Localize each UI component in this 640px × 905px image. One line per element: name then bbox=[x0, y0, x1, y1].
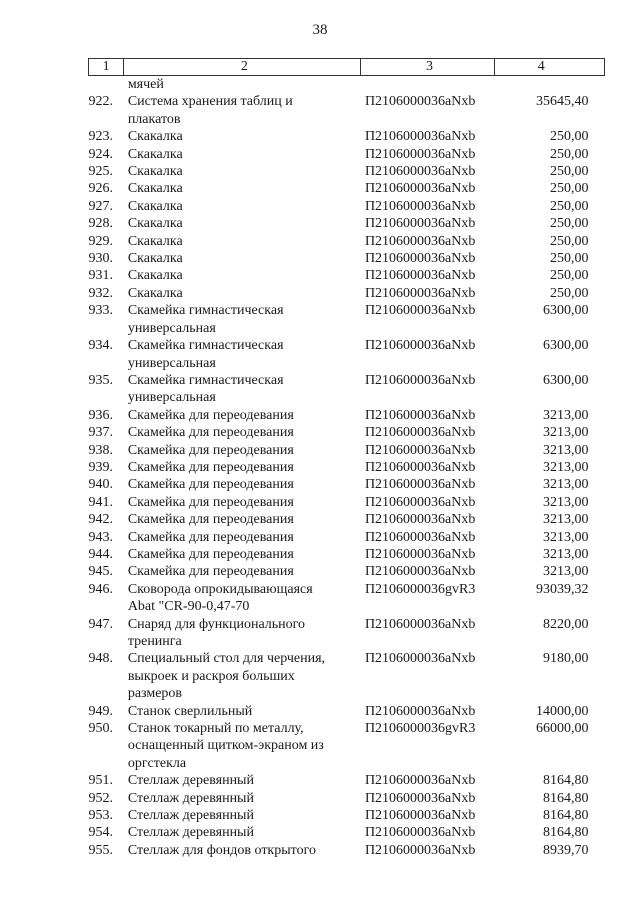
row-number: 945. bbox=[88, 564, 113, 580]
item-name bbox=[124, 824, 361, 841]
table-row bbox=[89, 76, 605, 94]
item-name bbox=[124, 772, 361, 789]
item-value: 250,00 bbox=[550, 251, 589, 267]
item-code: П2106000036aNxb bbox=[364, 303, 476, 319]
item-name bbox=[124, 494, 361, 511]
item-name bbox=[124, 790, 361, 807]
table-row bbox=[89, 842, 605, 859]
table-row bbox=[89, 720, 605, 772]
table-row bbox=[89, 494, 605, 511]
item-name-line: оргстекла bbox=[127, 755, 187, 771]
item-code: П2106000036aNxb bbox=[364, 546, 476, 562]
item-name bbox=[124, 459, 361, 476]
item-value: 3213,00 bbox=[543, 512, 589, 528]
row-number: 926. bbox=[88, 181, 113, 197]
table-row bbox=[89, 285, 605, 302]
item-name-line: Стеллаж деревянный bbox=[127, 808, 254, 824]
table-row bbox=[89, 128, 605, 145]
item-value: 250,00 bbox=[550, 181, 589, 197]
header-col-3: 3 bbox=[361, 59, 494, 76]
row-number: 950. bbox=[88, 721, 113, 737]
item-name-line: универсальная bbox=[127, 390, 216, 406]
item-name bbox=[124, 650, 361, 702]
item-value: 3213,00 bbox=[543, 442, 589, 458]
item-name-line: Скакалка bbox=[127, 268, 183, 284]
item-value: 8164,80 bbox=[543, 773, 589, 789]
table-row bbox=[89, 372, 605, 407]
table-row bbox=[89, 163, 605, 180]
row-number: 949. bbox=[88, 703, 113, 719]
item-code: П2106000036aNxb bbox=[364, 651, 476, 667]
item-code: П2106000036aNxb bbox=[364, 825, 476, 841]
item-value: 9180,00 bbox=[543, 651, 589, 667]
item-name-line: Станок токарный по металлу, bbox=[127, 721, 304, 737]
item-name bbox=[124, 424, 361, 441]
table-row bbox=[89, 703, 605, 720]
row-number: 940. bbox=[88, 477, 113, 493]
item-name-line: Abat "CR-90-0,47-70 bbox=[127, 599, 250, 615]
row-number: 943. bbox=[88, 529, 113, 545]
table-row bbox=[89, 546, 605, 563]
row-number: 938. bbox=[88, 442, 113, 458]
item-code: П2106000036aNxb bbox=[364, 268, 476, 284]
item-value: 250,00 bbox=[550, 164, 589, 180]
row-number: 944. bbox=[88, 546, 113, 562]
item-name bbox=[124, 285, 361, 302]
item-code: П2106000036aNxb bbox=[364, 129, 476, 145]
row-number: 929. bbox=[88, 233, 113, 249]
item-name-line: выкроек и раскроя больших bbox=[127, 668, 295, 684]
item-value: 6300,00 bbox=[543, 372, 589, 388]
item-name-line: Стеллаж деревянный bbox=[127, 790, 254, 806]
item-code: П2106000036aNxb bbox=[364, 164, 476, 180]
item-name-line: Скакалка bbox=[127, 285, 183, 301]
row-number: 934. bbox=[88, 338, 113, 354]
item-value: 3213,00 bbox=[543, 494, 589, 510]
table-row bbox=[89, 215, 605, 232]
item-name-line: Специальный стол для черчения, bbox=[127, 651, 326, 667]
item-value: 6300,00 bbox=[543, 338, 589, 354]
row-number: 954. bbox=[88, 825, 113, 841]
item-name bbox=[124, 250, 361, 267]
item-code: П2106000036aNxb bbox=[364, 94, 476, 110]
item-code: П2106000036aNxb bbox=[364, 842, 476, 858]
item-code: П2106000036aNxb bbox=[364, 494, 476, 510]
table-row bbox=[89, 93, 605, 128]
item-name-line: Скамейка для переодевания bbox=[127, 546, 294, 562]
table-row bbox=[89, 563, 605, 580]
item-code: П2106000036aNxb bbox=[364, 512, 476, 528]
row-number: 951. bbox=[88, 773, 113, 789]
table-header bbox=[89, 59, 605, 76]
item-name-line: тренинга bbox=[127, 634, 182, 649]
item-value: 93039,32 bbox=[536, 581, 589, 597]
item-name-line: Скакалка bbox=[127, 146, 183, 162]
item-name bbox=[124, 76, 361, 94]
item-name bbox=[124, 529, 361, 546]
table-row bbox=[89, 407, 605, 424]
row-number: 947. bbox=[88, 616, 113, 632]
row-number: 948. bbox=[88, 651, 113, 667]
item-value: 250,00 bbox=[550, 129, 589, 145]
item-code: П2106000036aNxb bbox=[364, 773, 476, 789]
item-value: 3213,00 bbox=[543, 529, 589, 545]
item-code: П2106000036aNxb bbox=[364, 790, 476, 806]
row-number: 933. bbox=[88, 303, 113, 319]
item-value bbox=[494, 76, 604, 94]
item-name-line: Скакалка bbox=[127, 164, 183, 180]
item-name-line: Скамейка для переодевания bbox=[127, 494, 294, 510]
row-number: 939. bbox=[88, 459, 113, 475]
item-name bbox=[124, 233, 361, 250]
item-code: П2106000036aNxb bbox=[364, 564, 476, 580]
item-name-line: Станок сверлильный bbox=[127, 703, 253, 719]
table-body bbox=[89, 76, 605, 860]
item-name-line: Скамейка для переодевания bbox=[127, 442, 294, 458]
item-value: 250,00 bbox=[550, 285, 589, 301]
item-name-line: Скамейка для переодевания bbox=[127, 529, 294, 545]
item-code: П2106000036gvR3 bbox=[364, 721, 476, 737]
table-row bbox=[89, 807, 605, 824]
item-value: 3213,00 bbox=[543, 425, 589, 441]
item-code: П2106000036aNxb bbox=[364, 216, 476, 232]
row-number: 935. bbox=[88, 372, 113, 388]
table-row bbox=[89, 180, 605, 197]
header-row bbox=[89, 59, 605, 76]
item-value: 8220,00 bbox=[543, 616, 589, 632]
row-number: 937. bbox=[88, 425, 113, 441]
row-number: 931. bbox=[88, 268, 113, 284]
item-code: П2106000036aNxb bbox=[364, 529, 476, 545]
item-name bbox=[124, 93, 361, 128]
page-number: 38 bbox=[312, 22, 328, 38]
item-code: П2106000036aNxb bbox=[364, 338, 476, 354]
item-name-line: Скамейка для переодевания bbox=[127, 512, 294, 528]
item-name-line: Снаряд для функционального bbox=[127, 616, 306, 632]
item-name bbox=[124, 476, 361, 493]
row-number: 946. bbox=[88, 581, 113, 597]
item-name-line: Скакалка bbox=[127, 216, 183, 232]
item-code: П2106000036aNxb bbox=[364, 425, 476, 441]
item-name-line: Скакалка bbox=[127, 233, 183, 249]
item-name-line: Скамейка гимнастическая bbox=[127, 372, 284, 388]
table-row bbox=[89, 790, 605, 807]
row-number: 936. bbox=[88, 407, 113, 423]
item-name bbox=[124, 511, 361, 528]
table-row bbox=[89, 233, 605, 250]
inventory-table bbox=[88, 58, 605, 859]
table-row bbox=[89, 146, 605, 163]
table-row bbox=[89, 424, 605, 441]
item-value: 3213,00 bbox=[543, 477, 589, 493]
item-code: П2106000036aNxb bbox=[364, 233, 476, 249]
item-name-line: Скамейка гимнастическая bbox=[127, 338, 284, 354]
item-name bbox=[124, 302, 361, 337]
row-number: 928. bbox=[88, 216, 113, 232]
item-value: 8939,70 bbox=[543, 842, 589, 858]
row-number: 924. bbox=[88, 146, 113, 162]
table-row bbox=[89, 581, 605, 616]
item-name bbox=[124, 146, 361, 163]
item-name bbox=[124, 215, 361, 232]
item-name-line: Система хранения таблиц и bbox=[127, 94, 293, 110]
item-name-line: Скамейка для переодевания bbox=[127, 407, 294, 423]
item-code: П2106000036aNxb bbox=[364, 616, 476, 632]
item-value: 8164,80 bbox=[543, 808, 589, 824]
table-row bbox=[89, 442, 605, 459]
table-row bbox=[89, 302, 605, 337]
item-name bbox=[124, 720, 361, 772]
table-row bbox=[89, 250, 605, 267]
item-name bbox=[124, 267, 361, 284]
item-value: 8164,80 bbox=[543, 790, 589, 806]
item-name bbox=[124, 842, 361, 859]
item-code: П2106000036aNxb bbox=[364, 477, 476, 493]
item-name-line: Стеллаж для фондов открытого bbox=[127, 842, 316, 858]
row-number: 955. bbox=[88, 842, 113, 858]
row-number: 952. bbox=[88, 790, 113, 806]
item-name-line: размеров bbox=[127, 686, 183, 702]
item-name-line: Скамейка гимнастическая bbox=[127, 303, 284, 319]
item-value: 66000,00 bbox=[536, 721, 589, 737]
table-row bbox=[89, 511, 605, 528]
table-row bbox=[89, 337, 605, 372]
item-name-line: Скамейка для переодевания bbox=[127, 459, 294, 475]
row-number: 941. bbox=[88, 494, 113, 510]
item-value: 3213,00 bbox=[543, 407, 589, 423]
table-row bbox=[89, 650, 605, 702]
item-value: 250,00 bbox=[550, 268, 589, 284]
item-value: 250,00 bbox=[550, 216, 589, 232]
item-name bbox=[124, 407, 361, 424]
item-name-line: Скакалка bbox=[127, 198, 183, 214]
item-value: 3213,00 bbox=[543, 459, 589, 475]
item-name-line: Скамейка для переодевания bbox=[127, 425, 294, 441]
item-code: П2106000036aNxb bbox=[364, 251, 476, 267]
row-number: 953. bbox=[88, 808, 113, 824]
item-name bbox=[124, 198, 361, 215]
item-code: П2106000036aNxb bbox=[364, 459, 476, 475]
item-name-line: универсальная bbox=[127, 355, 216, 371]
item-name bbox=[124, 703, 361, 720]
item-name-line: Скамейка для переодевания bbox=[127, 477, 294, 493]
item-code bbox=[361, 76, 494, 94]
row-number: 923. bbox=[88, 129, 113, 145]
item-name bbox=[124, 546, 361, 563]
item-code: П2106000036aNxb bbox=[364, 146, 476, 162]
item-name bbox=[124, 581, 361, 616]
header-col-4: 4 bbox=[494, 59, 604, 76]
item-name-line: Скакалка bbox=[127, 129, 183, 145]
item-name bbox=[124, 563, 361, 580]
item-name-line: Скакалка bbox=[127, 251, 183, 267]
item-name-line: Стеллаж деревянный bbox=[127, 773, 254, 789]
header-col-2: 2 bbox=[124, 59, 361, 76]
table-row bbox=[89, 198, 605, 215]
item-name bbox=[124, 163, 361, 180]
item-name-line: мячей bbox=[127, 77, 164, 92]
item-value: 14000,00 bbox=[536, 703, 589, 719]
item-value: 250,00 bbox=[550, 198, 589, 214]
table-row bbox=[89, 267, 605, 284]
item-name bbox=[124, 807, 361, 824]
item-name bbox=[124, 337, 361, 372]
item-code: П2106000036gvR3 bbox=[364, 581, 476, 597]
item-code: П2106000036aNxb bbox=[364, 372, 476, 388]
item-name-line: Скамейка для переодевания bbox=[127, 564, 294, 580]
item-name bbox=[124, 128, 361, 145]
item-name-line: оснащенный щитком-экраном из bbox=[127, 738, 324, 754]
table-row bbox=[89, 616, 605, 651]
item-name bbox=[124, 616, 361, 651]
row-number: 932. bbox=[88, 285, 113, 301]
item-name-line: плакатов bbox=[127, 111, 181, 127]
header-col-1: 1 bbox=[89, 59, 124, 76]
item-value: 250,00 bbox=[550, 146, 589, 162]
item-value: 6300,00 bbox=[543, 303, 589, 319]
item-value: 250,00 bbox=[550, 233, 589, 249]
item-code: П2106000036aNxb bbox=[364, 407, 476, 423]
item-code: П2106000036aNxb bbox=[364, 181, 476, 197]
item-value: 3213,00 bbox=[543, 564, 589, 580]
row-number bbox=[89, 76, 124, 94]
table-row bbox=[89, 476, 605, 493]
row-number: 925. bbox=[88, 164, 113, 180]
item-value: 35645,40 bbox=[536, 94, 589, 110]
table-row bbox=[89, 459, 605, 476]
item-code: П2106000036aNxb bbox=[364, 703, 476, 719]
item-name-line: Стеллаж деревянный bbox=[127, 825, 254, 841]
item-name bbox=[124, 442, 361, 459]
row-number: 930. bbox=[88, 251, 113, 267]
item-name-line: Сковорода опрокидывающаяся bbox=[127, 581, 313, 597]
item-code: П2106000036aNxb bbox=[364, 198, 476, 214]
item-name-line: Скакалка bbox=[127, 181, 183, 197]
item-code: П2106000036aNxb bbox=[364, 808, 476, 824]
table-row bbox=[89, 529, 605, 546]
row-number: 942. bbox=[88, 512, 113, 528]
row-number: 927. bbox=[88, 198, 113, 214]
item-value: 3213,00 bbox=[543, 546, 589, 562]
item-name bbox=[124, 372, 361, 407]
item-name bbox=[124, 180, 361, 197]
item-name-line: универсальная bbox=[127, 320, 216, 336]
table-row bbox=[89, 824, 605, 841]
item-value: 8164,80 bbox=[543, 825, 589, 841]
item-code: П2106000036aNxb bbox=[364, 285, 476, 301]
table-row bbox=[89, 772, 605, 789]
item-code: П2106000036aNxb bbox=[364, 442, 476, 458]
row-number: 922. bbox=[88, 94, 113, 110]
